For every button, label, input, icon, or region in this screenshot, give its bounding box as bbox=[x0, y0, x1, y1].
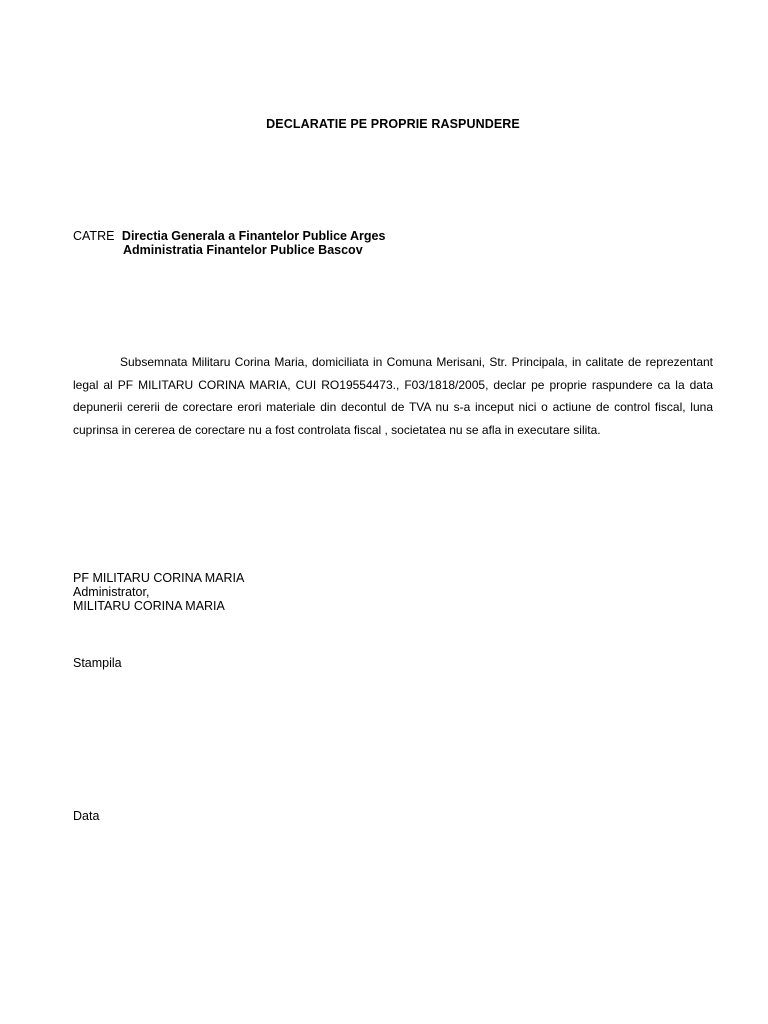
document-title: DECLARATIE PE PROPRIE RASPUNDERE bbox=[266, 117, 520, 131]
recipient-label: CATRE bbox=[73, 229, 115, 243]
signature-company: PF MILITARU CORINA MARIA bbox=[73, 571, 245, 585]
date-label: Data bbox=[73, 809, 100, 823]
signature-name: MILITARU CORINA MARIA bbox=[73, 599, 225, 613]
recipient-block bbox=[73, 229, 385, 257]
signature-role: Administrator, bbox=[73, 585, 150, 599]
recipient-line-1: Directia Generala a Finantelor Publice Arges bbox=[121, 229, 386, 243]
signature-block bbox=[73, 571, 244, 613]
declaration-body: Subsemnata Militaru Corina Maria, domiciliata in Comuna Merisani, Str. Principala, in calitate de reprezentant legal al PF MILITARU CORINA MARIA, CUI RO19554473., F03/1818/2005, declar pe proprie raspundere ca la data depunerii cererii de corectare erori materiale din decontul de TVA nu s-a inceput nici o actiune de control fiscal, luna cuprinsa in cererea de corectare nu a fost controlata fiscal , societatea nu se afla in executare silita. bbox=[73, 355, 713, 437]
stamp-label: Stampila bbox=[73, 656, 122, 670]
recipient-line-2: Administratia Finantelor Publice Bascov bbox=[123, 243, 363, 257]
